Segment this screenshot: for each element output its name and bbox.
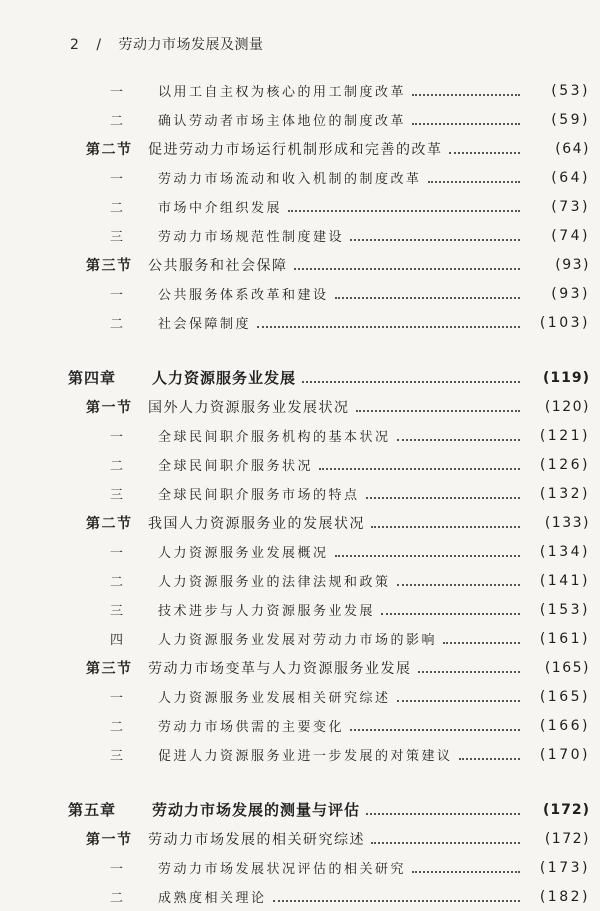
- toc-entry-label: [110, 284, 329, 303]
- toc-entry-label: [110, 484, 360, 503]
- toc-page-number: (73): [551, 198, 590, 215]
- toc-page-number: (133): [544, 514, 590, 531]
- toc-page-number: (172): [544, 830, 590, 847]
- toc-page-number: (166): [539, 717, 590, 734]
- dot-leader: [443, 641, 520, 644]
- toc-entry-title: 劳动力市场发展状况评估的相关研究: [158, 862, 407, 877]
- toc-entry-title: 劳动力市场变革与人力资源服务业发展: [148, 660, 412, 677]
- toc-entry-label: [86, 255, 288, 275]
- toc-item-row[interactable]: [0, 595, 600, 624]
- dot-leader: [397, 583, 520, 586]
- book-title: 劳动力市场发展及测量: [118, 37, 264, 53]
- dot-leader: [371, 525, 520, 528]
- toc-entry-label: [110, 426, 391, 445]
- toc-entry-number: 第二节: [86, 141, 133, 158]
- page-number: 2: [70, 37, 80, 53]
- toc-entry-number: 第四章: [68, 369, 117, 387]
- toc-entry-number: 二: [110, 575, 126, 590]
- toc-entry-label: [86, 139, 443, 159]
- toc-page-number: (165): [539, 688, 590, 705]
- toc-entry-label: [110, 571, 391, 590]
- toc-entry-title: 劳动力市场发展的测量与评估: [152, 801, 361, 819]
- toc-entry-number: 第二节: [86, 515, 133, 532]
- toc-item-row[interactable]: [0, 279, 600, 308]
- toc-entry-number: 一: [110, 172, 126, 187]
- toc-entry-label: [68, 367, 296, 388]
- toc-page-number: (53): [551, 82, 590, 99]
- dot-leader: [288, 209, 520, 212]
- table-of-contents: [0, 76, 600, 911]
- toc-entry-number: 二: [110, 114, 126, 129]
- toc-item-row[interactable]: [0, 479, 600, 508]
- toc-page-number: (93): [555, 256, 590, 273]
- toc-entry-number: 二: [110, 201, 126, 216]
- dot-leader: [418, 670, 521, 673]
- toc-entry-label: [110, 887, 267, 906]
- toc-entry-number: 一: [110, 546, 126, 561]
- dot-leader: [397, 699, 520, 702]
- toc-chapter-row[interactable]: [0, 363, 600, 392]
- dot-leader: [381, 612, 520, 615]
- toc-page-number: (165): [544, 659, 590, 676]
- toc-entry-title: 成熟度相关理论: [158, 891, 267, 906]
- toc-item-row[interactable]: [0, 682, 600, 711]
- toc-entry-number: 三: [110, 749, 126, 764]
- toc-entry-label: [86, 658, 412, 678]
- header-separator: /: [96, 37, 102, 53]
- toc-spacer: [0, 337, 600, 363]
- dot-leader: [397, 438, 520, 441]
- dot-leader: [335, 554, 520, 557]
- dot-leader: [335, 296, 520, 299]
- toc-entry-label: [110, 197, 282, 216]
- toc-item-row[interactable]: [0, 105, 600, 134]
- toc-page-number: (59): [551, 111, 590, 128]
- running-header: [70, 34, 264, 54]
- toc-item-row[interactable]: [0, 882, 600, 911]
- toc-page-number: (161): [539, 630, 590, 647]
- toc-entry-number: 一: [110, 85, 126, 100]
- toc-entry-label: [110, 313, 251, 332]
- toc-entry-label: [110, 745, 453, 764]
- toc-spacer: [0, 769, 600, 795]
- dot-leader: [412, 93, 520, 96]
- toc-entry-number: 三: [110, 604, 126, 619]
- toc-entry-title: 公共服务和社会保障: [148, 257, 288, 274]
- toc-entry-number: 第一节: [86, 399, 133, 416]
- toc-page-number: (121): [539, 427, 590, 444]
- toc-entry-title: 技术进步与人力资源服务业发展: [158, 604, 376, 619]
- toc-entry-label: [110, 455, 313, 474]
- toc-item-row[interactable]: [0, 76, 600, 105]
- dot-leader: [412, 122, 520, 125]
- toc-item-row[interactable]: [0, 566, 600, 595]
- toc-entry-label: [110, 600, 375, 619]
- toc-entry-number: 四: [110, 633, 126, 648]
- toc-item-row[interactable]: [0, 624, 600, 653]
- toc-entry-title: 劳动力市场供需的主要变化: [158, 720, 345, 735]
- toc-entry-label: [86, 829, 365, 849]
- toc-entry-number: 三: [110, 488, 126, 503]
- toc-page-number: (153): [539, 601, 590, 618]
- toc-entry-title: 公共服务体系改革和建设: [158, 288, 329, 303]
- toc-item-row[interactable]: [0, 221, 600, 250]
- toc-page-number: (93): [551, 285, 590, 302]
- toc-entry-title: 劳动力市场规范性制度建设: [158, 230, 345, 245]
- toc-entry-title: 我国人力资源服务业的发展状况: [148, 515, 365, 532]
- toc-entry-number: 二: [110, 459, 126, 474]
- toc-item-row[interactable]: [0, 192, 600, 221]
- toc-page-number: (132): [539, 485, 590, 502]
- toc-entry-label: [110, 168, 422, 187]
- toc-page-number: (170): [539, 746, 590, 763]
- toc-item-row[interactable]: [0, 853, 600, 882]
- dot-leader: [428, 180, 520, 183]
- toc-entry-title: 劳动力市场流动和收入机制的制度改革: [158, 172, 422, 187]
- toc-item-row[interactable]: [0, 308, 600, 337]
- toc-page-number: (119): [542, 369, 590, 386]
- toc-entry-title: 促进人力资源服务业进一步发展的对策建议: [158, 749, 453, 764]
- dot-leader: [350, 728, 520, 731]
- toc-page-number: (120): [544, 398, 590, 415]
- toc-entry-title: 确认劳动者市场主体地位的制度改革: [158, 114, 407, 129]
- toc-entry-label: [86, 513, 365, 533]
- toc-page-number: (141): [539, 572, 590, 589]
- toc-entry-label: [86, 397, 350, 417]
- toc-section-row[interactable]: [0, 134, 600, 163]
- dot-leader: [294, 267, 521, 270]
- toc-entry-title: 人力资源服务业发展对劳动力市场的影响: [158, 633, 438, 648]
- toc-entry-number: 一: [110, 430, 126, 445]
- toc-page-number: (64): [555, 140, 590, 157]
- dot-leader: [350, 238, 520, 241]
- toc-entry-number: 一: [110, 862, 126, 877]
- toc-section-row[interactable]: [0, 392, 600, 421]
- toc-entry-label: [110, 858, 406, 877]
- toc-item-row[interactable]: [0, 421, 600, 450]
- toc-entry-number: 第一节: [86, 831, 133, 848]
- toc-entry-number: 一: [110, 288, 126, 303]
- toc-section-row[interactable]: [0, 653, 600, 682]
- toc-item-row[interactable]: [0, 450, 600, 479]
- toc-section-row[interactable]: [0, 508, 600, 537]
- toc-page-number: (173): [539, 859, 590, 876]
- dot-leader: [319, 467, 520, 470]
- toc-entry-title: 人力资源服务业发展概况: [158, 546, 329, 561]
- toc-entry-number: 第五章: [68, 801, 117, 819]
- toc-item-row[interactable]: [0, 537, 600, 566]
- toc-entry-title: 市场中介组织发展: [158, 201, 283, 216]
- toc-entry-title: 劳动力市场发展的相关研究综述: [148, 831, 365, 848]
- toc-chapter-row[interactable]: [0, 795, 600, 824]
- dot-leader: [356, 409, 521, 412]
- toc-entry-title: 人力资源服务业发展相关研究综述: [158, 691, 391, 706]
- dot-leader: [366, 812, 520, 815]
- dot-leader: [371, 841, 520, 844]
- toc-entry-label: [110, 81, 406, 100]
- toc-entry-label: [110, 687, 391, 706]
- dot-leader: [449, 151, 521, 154]
- toc-page-number: (74): [551, 227, 590, 244]
- toc-entry-label: [68, 799, 360, 820]
- toc-item-row[interactable]: [0, 711, 600, 740]
- toc-entry-title: 人力资源服务业的法律法规和政策: [158, 575, 391, 590]
- toc-entry-title: 以用工自主权为核心的用工制度改革: [158, 85, 407, 100]
- toc-entry-title: 全球民间职介服务机构的基本状况: [158, 430, 391, 445]
- toc-entry-label: [110, 629, 437, 648]
- toc-entry-number: 第三节: [86, 257, 133, 274]
- toc-entry-number: 三: [110, 230, 126, 245]
- dot-leader: [302, 380, 520, 383]
- toc-entry-title: 人力资源服务业发展: [152, 369, 297, 387]
- toc-entry-number: 二: [110, 891, 126, 906]
- toc-entry-title: 全球民间职介服务市场的特点: [158, 488, 360, 503]
- toc-entry-label: [110, 226, 344, 245]
- toc-entry-label: [110, 542, 329, 561]
- toc-entry-number: 第三节: [86, 660, 133, 677]
- toc-page-number: (182): [539, 888, 590, 905]
- dot-leader: [273, 899, 520, 902]
- toc-page-number: (134): [539, 543, 590, 560]
- toc-entry-number: 一: [110, 691, 126, 706]
- toc-entry-number: 二: [110, 720, 126, 735]
- toc-entry-label: [110, 110, 406, 129]
- dot-leader: [459, 757, 520, 760]
- toc-item-row[interactable]: [0, 740, 600, 769]
- toc-entry-label: [110, 716, 344, 735]
- toc-entry-title: 国外人力资源服务业发展状况: [148, 399, 350, 416]
- dot-leader: [412, 870, 520, 873]
- dot-leader: [257, 325, 520, 328]
- toc-item-row[interactable]: [0, 163, 600, 192]
- toc-page-number: (64): [551, 169, 590, 186]
- toc-page-number: (126): [539, 456, 590, 473]
- toc-page-number: (103): [539, 314, 590, 331]
- toc-entry-title: 社会保障制度: [158, 317, 252, 332]
- toc-entry-title: 全球民间职介服务状况: [158, 459, 314, 474]
- toc-section-row[interactable]: [0, 824, 600, 853]
- dot-leader: [366, 496, 520, 499]
- toc-entry-title: 促进劳动力市场运行机制形成和完善的改革: [148, 141, 443, 158]
- toc-entry-number: 二: [110, 317, 126, 332]
- toc-section-row[interactable]: [0, 250, 600, 279]
- toc-page-number: (172): [542, 801, 590, 818]
